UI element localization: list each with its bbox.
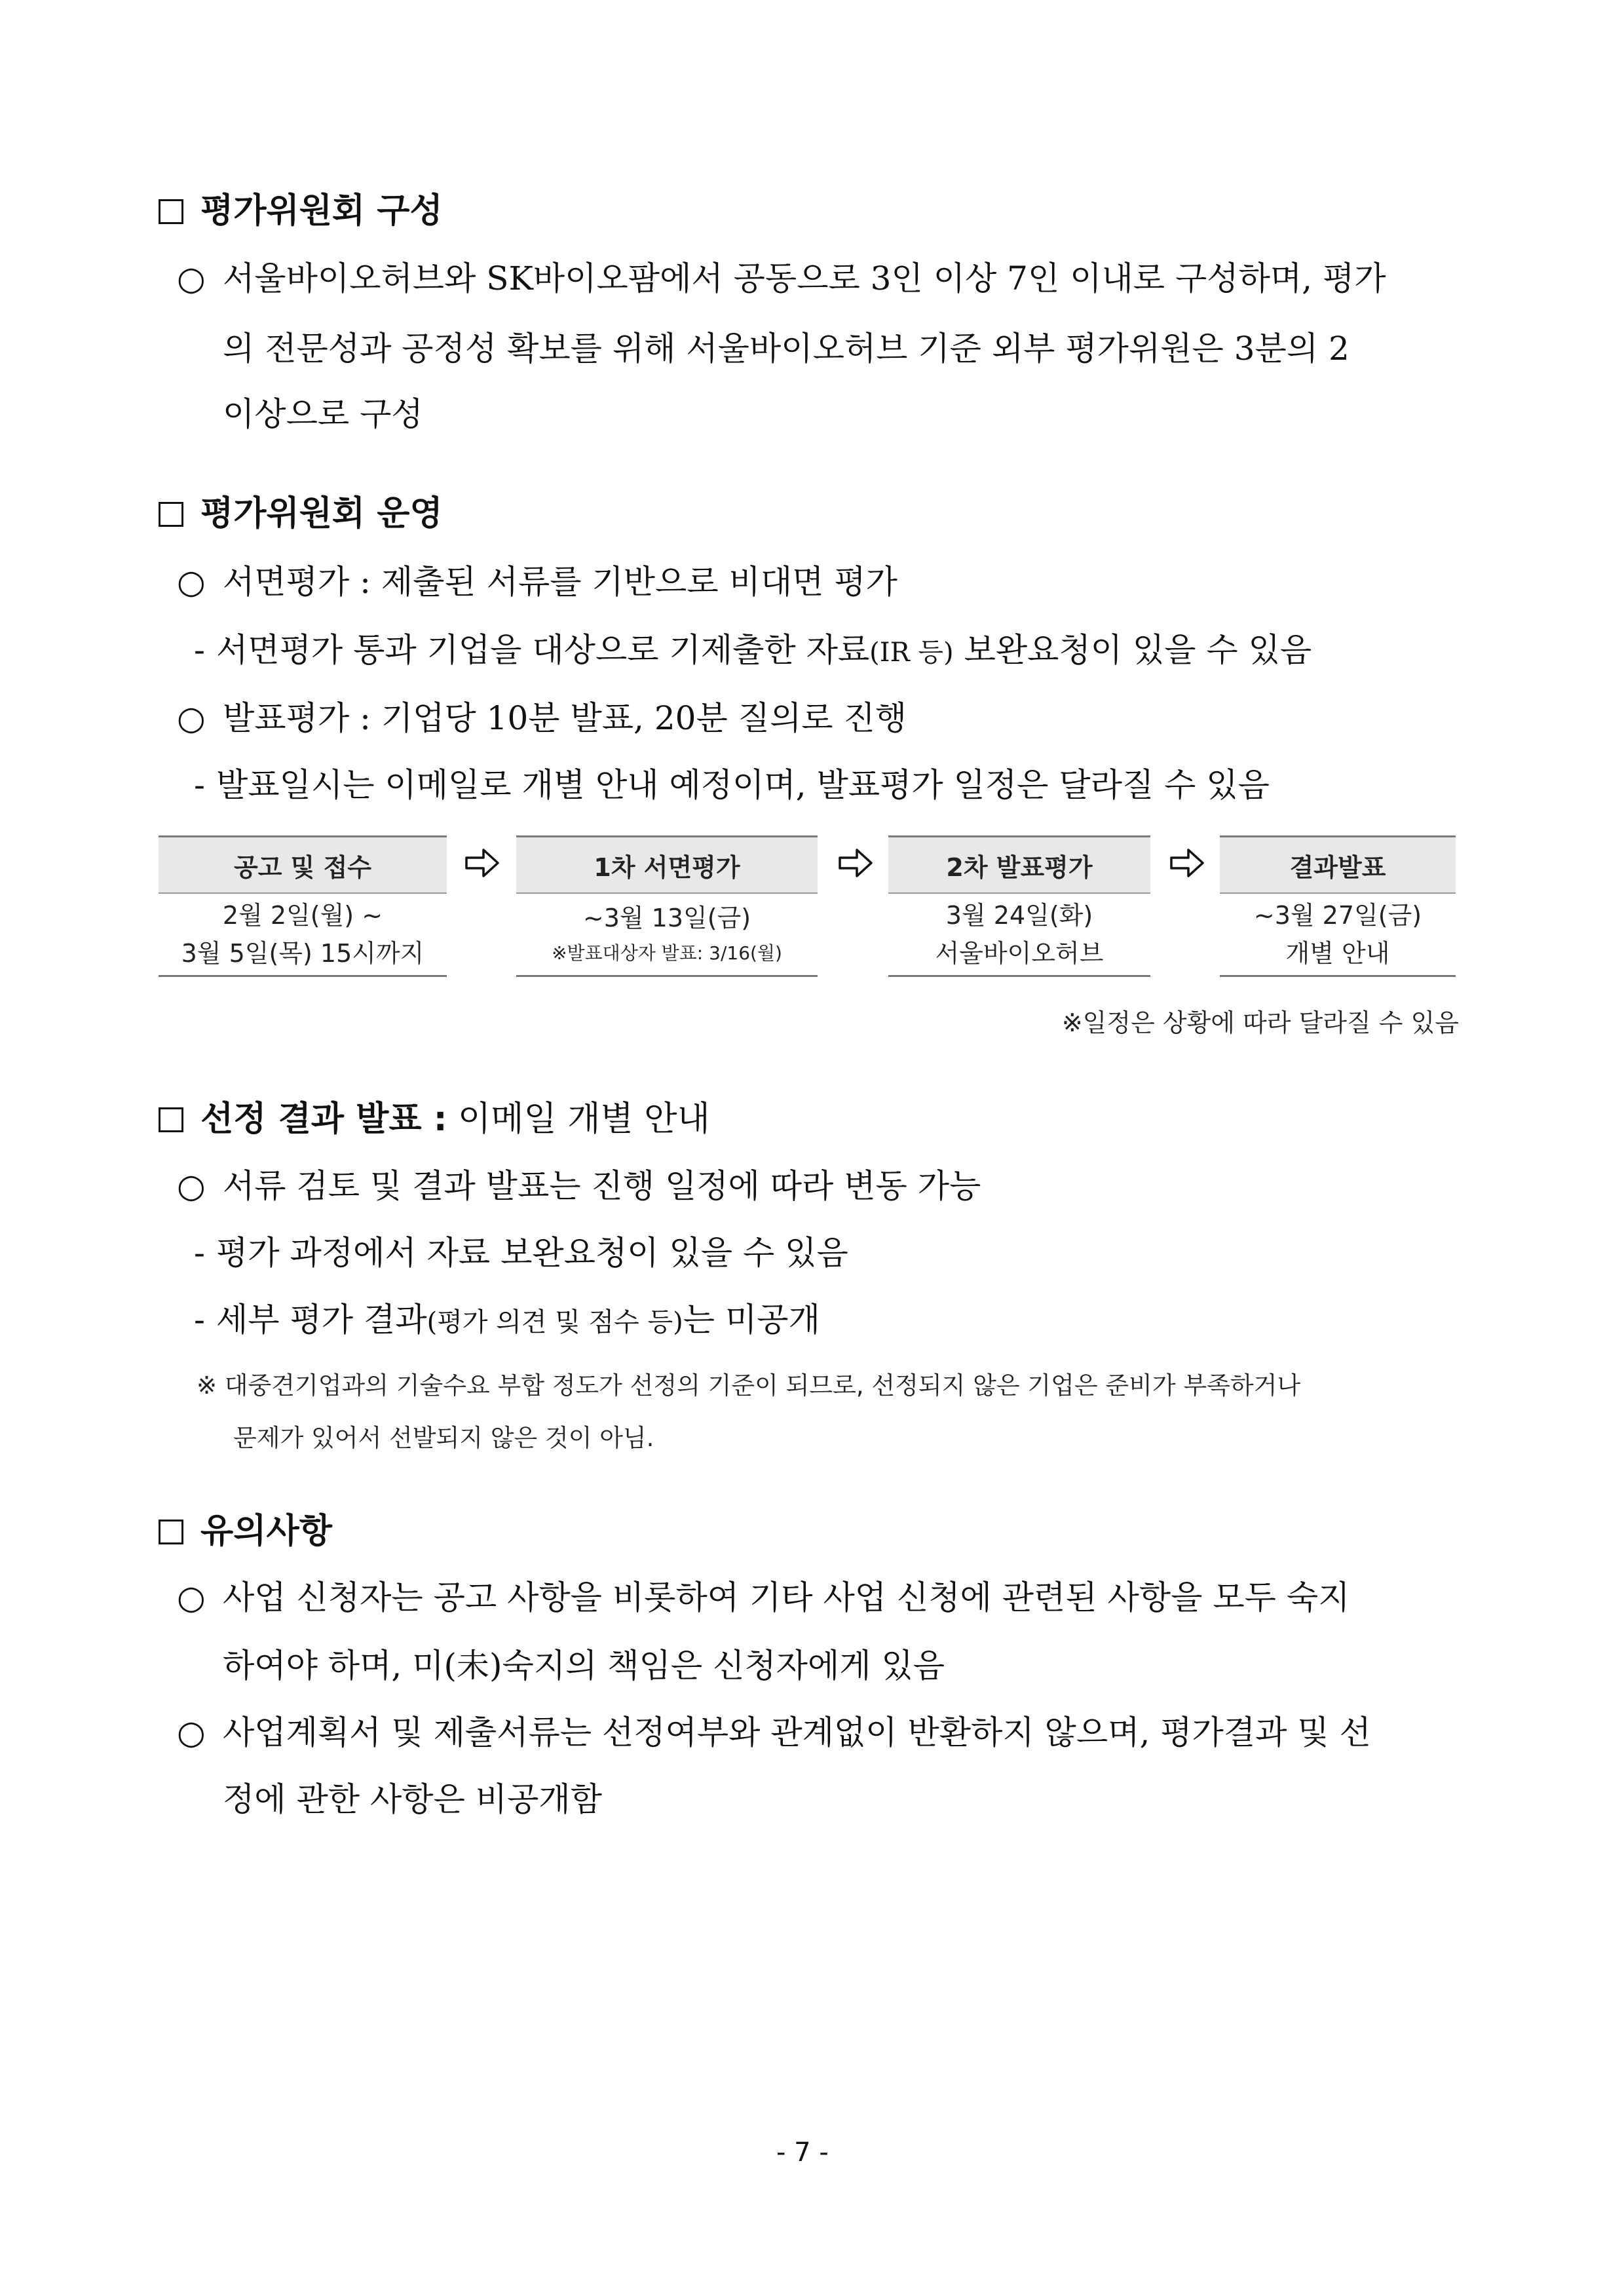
- composition-line-1: ○ 서울바이오허브와 SK바이오팜에서 공동으로 3인 이상 7인 이내로 구성하며, 평가: [177, 259, 1386, 297]
- checkbox-square-icon: [159, 502, 183, 527]
- stage-body: ~3월 27일(금) 개별 안내: [1220, 894, 1456, 977]
- arrow-right-icon: [463, 843, 502, 883]
- stage-title: 공고 및 접수: [159, 835, 447, 894]
- result-item-review: ○ 서류 검토 및 결과 발표는 진행 일정에 따라 변동 가능: [177, 1167, 981, 1205]
- stage-title: 2차 발표평가: [888, 835, 1150, 894]
- notice-item-2-line-1: ○ 사업계획서 및 제출서류는 선정여부와 관계없이 반환하지 않으며, 평가결과 및 선: [177, 1713, 1371, 1751]
- operation-sub-written: - 서면평가 통과 기업을 대상으로 기제출한 자료(IR 등) 보완요청이 있을 수 있음: [194, 631, 1312, 669]
- heading-notice: 유의사항: [159, 1510, 332, 1552]
- arrow-right-icon: [1167, 843, 1207, 883]
- result-note-line-2: 문제가 있어서 선발되지 않은 것이 아님.: [233, 1424, 654, 1452]
- result-sub-supplement: - 평가 과정에서 자료 보완요청이 있을 수 있음: [194, 1234, 848, 1272]
- operation-sub-presentation: - 발표일시는 이메일로 개별 안내 예정이며, 발표평가 일정은 달라질 수 있음: [194, 766, 1270, 804]
- schedule-note: ※일정은 상황에 따라 달라질 수 있음: [1061, 1008, 1459, 1037]
- notice-item-1-line-2: 하여야 하며, 미(未)숙지의 책임은 신청자에게 있음: [223, 1647, 945, 1685]
- page-number: - 7 -: [776, 2137, 829, 2168]
- heading-selection-result: 선정 결과 발표 : 이메일 개별 안내: [159, 1098, 710, 1140]
- schedule-stage-4: [1220, 835, 1456, 977]
- heading-committee-operation: 평가위원회 운영: [159, 493, 443, 535]
- stage-body: 2월 2일(월) ~ 3월 5일(목) 15시까지: [159, 894, 447, 977]
- stage-title: 결과발표: [1220, 835, 1456, 894]
- checkbox-square-icon: [159, 1107, 183, 1132]
- result-sub-undisclosed: - 세부 평가 결과(평가 의견 및 점수 등)는 미공개: [194, 1301, 820, 1339]
- composition-line-2: 의 전문성과 공정성 확보를 위해 서울바이오허브 기준 외부 평가위원은 3분의 2: [223, 330, 1350, 368]
- notice-item-1-line-1: ○ 사업 신청자는 공고 사항을 비롯하여 기타 사업 신청에 관련된 사항을 모두 숙지: [177, 1578, 1350, 1617]
- arrow-right-icon: [836, 843, 875, 883]
- heading-committee-composition: 평가위원회 구성: [159, 190, 443, 232]
- notice-item-2-line-2: 정에 관한 사항은 비공개함: [223, 1780, 602, 1818]
- stage-title: 1차 서면평가: [516, 835, 818, 894]
- schedule-stage-3: [888, 835, 1150, 977]
- operation-item-written: ○ 서면평가 : 제출된 서류를 기반으로 비대면 평가: [177, 563, 897, 601]
- stage-body: ~3월 13일(금) ※발표대상자 발표: 3/16(월): [516, 894, 818, 977]
- result-note-line-1: ※ 대중견기업과의 기술수요 부합 정도가 선정의 기준이 되므로, 선정되지 않은 기업은 준비가 부족하거나: [197, 1371, 1301, 1400]
- checkbox-square-icon: [159, 199, 183, 224]
- operation-item-presentation: ○ 발표평가 : 기업당 10분 발표, 20분 질의로 진행: [177, 699, 907, 737]
- schedule-stage-2: [516, 835, 818, 977]
- stage-body: 3월 24일(화) 서울바이오허브: [888, 894, 1150, 977]
- schedule-stage-1: [159, 835, 447, 977]
- composition-line-3: 이상으로 구성: [223, 395, 423, 433]
- checkbox-square-icon: [159, 1520, 183, 1544]
